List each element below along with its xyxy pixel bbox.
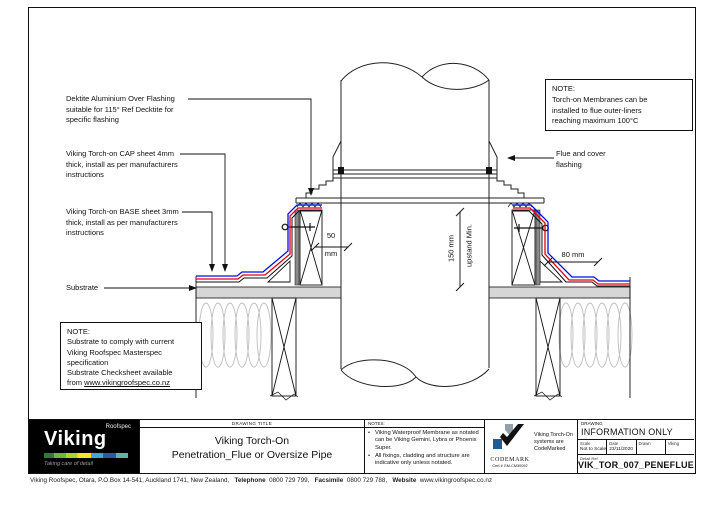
drawing-info-fields <box>578 440 694 455</box>
drawing-title-header: DRAWING TITLE <box>140 420 364 428</box>
field-date: Date 23/11/2020 <box>606 440 635 454</box>
footer-address <box>30 477 492 484</box>
codemark-name: CODEMARK <box>490 457 530 463</box>
footer-website-url[interactable]: www.vikingroofspec.co.nz <box>419 477 492 484</box>
drawing-title-cell <box>139 420 364 473</box>
field-drawn: Drawn <box>636 440 665 454</box>
upstand-blocking <box>295 210 540 285</box>
label-cap-sheet: Viking Torch-on CAP sheet 4mm thick, install as per manufacturers instructions <box>66 149 178 180</box>
note-item-text: Viking Waterproof Membrane as notated can be Viking Gemini, Lybra or Phoenix Super. <box>375 430 479 451</box>
viking-logo <box>29 420 139 473</box>
logo-brand-text: Viking <box>44 428 107 450</box>
notes-header: NOTES: <box>365 420 484 428</box>
logo-color-strip <box>44 453 128 458</box>
label-base-sheet: Viking Torch-on BASE sheet 3mm thick, install as per manufacturers instructions <box>66 207 179 238</box>
bullet-icon: • <box>368 430 371 436</box>
dektite-flashing <box>296 141 544 207</box>
drawing-info-header: DRAWING <box>581 421 603 426</box>
label-flue-cover-flashing: Flue and cover flashing <box>556 149 606 169</box>
label-substrate: Substrate <box>66 283 99 292</box>
footer-address-text: Viking Roofspec, Otara, P.O.Box 14-541, Auckland 1741, New Zealand, <box>30 477 230 484</box>
codemark-caption: Viking Torch-On systems are CodeMarked <box>534 432 573 452</box>
dim-80: 80 mm <box>561 250 585 259</box>
dim-150: 150 mm <box>446 234 456 263</box>
drawing-status: INFORMATION ONLY <box>578 427 694 440</box>
codemark-cert: Cert # GM-CM30092 <box>492 464 528 468</box>
membrane-cap-sheet <box>196 205 630 281</box>
dim-50: 50 <box>326 231 336 240</box>
drawing-title-line2: Penetration_Flue or Oversize Pipe <box>171 449 333 461</box>
dim-upstand-min: upstand Min. <box>464 224 474 267</box>
bullet-icon: • <box>368 452 371 459</box>
codemark-logo-block <box>489 424 531 471</box>
roofspec-link[interactable]: www.vikingroofspec.co.nz <box>84 378 170 388</box>
footer-facsimile-number: 0800 729 788, <box>346 477 388 484</box>
footer-facsimile-label: Facsimile <box>314 477 344 484</box>
dim-50-unit: mm <box>324 249 338 258</box>
logo-tagline: Taking care of detail <box>44 461 94 467</box>
field-viking: Viking <box>665 440 694 454</box>
field-scale: Scale Not to Scale <box>580 441 607 452</box>
title-block <box>29 419 694 473</box>
joists <box>270 298 562 400</box>
detail-ref-label: Detail Ref <box>580 456 598 461</box>
label-dektite-flashing: Dektite Aluminium Over Flashing suitable for 115° Ref Decktite for specific flashing <box>66 94 175 125</box>
note-torch-on-membranes: NOTE: Torch-on Membranes can be installed to flue outer-liners reaching maximum 100°C <box>545 79 693 131</box>
codemark-cell <box>484 420 577 473</box>
leader-lines <box>104 99 554 288</box>
detail-ref-row <box>578 455 694 473</box>
footer-website-label: Website <box>392 477 417 484</box>
notes-list <box>365 428 484 467</box>
codemark-icon <box>492 424 528 451</box>
footer-telephone-number: 0800 729 799, <box>269 477 310 484</box>
note-link-prefix: from <box>67 378 85 388</box>
footer-telephone-label: Telephone <box>234 477 266 484</box>
drawing-info-cell <box>577 420 694 473</box>
insulation <box>199 303 632 367</box>
logo-roofspec-text: Roofspec <box>105 424 131 430</box>
note-substrate-compliance: NOTE: Substrate to comply with current Viking Roofspec Masterspec specification Substrate Checksheet available from www.vikingroofspec.co.nz <box>60 322 202 390</box>
note-item-text: All fixings, cladding and structure are indicative only unless notated. <box>375 452 470 467</box>
detail-ref-code: VIK_TOR_007_PENEFLUE <box>578 460 694 470</box>
notes-cell <box>364 420 484 473</box>
note-item <box>368 430 481 452</box>
note-item <box>368 453 481 468</box>
drawing-title-line1: Viking Torch-On <box>214 435 290 447</box>
substrate-bands <box>196 287 630 298</box>
